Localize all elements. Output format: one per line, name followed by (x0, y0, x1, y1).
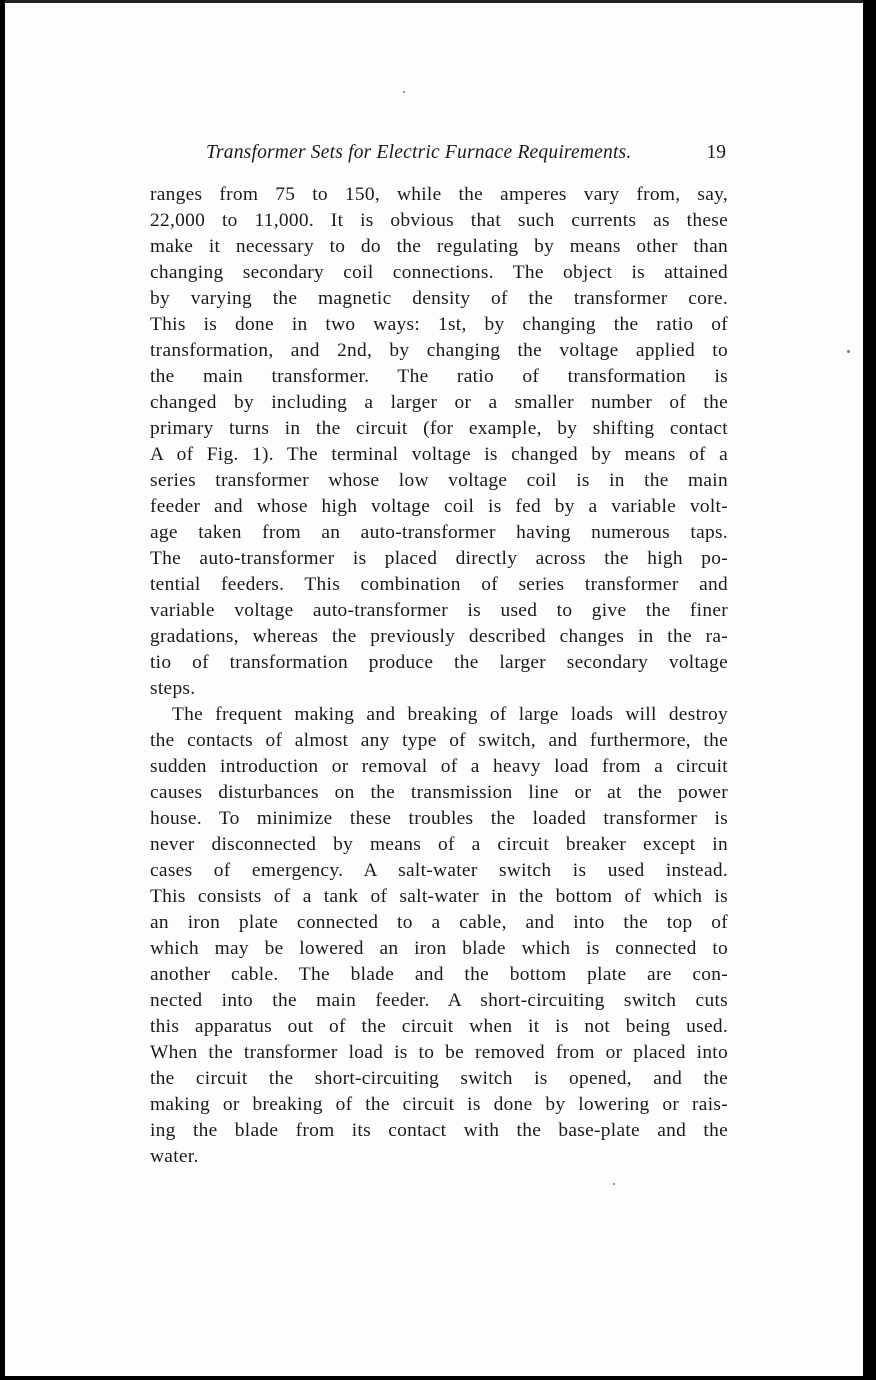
text-line: by varying the magnetic density of the transformer core. (150, 288, 728, 309)
body-text (150, 182, 728, 1170)
text-line: sudden introduction or removal of a heavy load from a circuit (150, 756, 728, 777)
text-line: A of Fig. 1). The terminal voltage is changed by means of a (150, 444, 728, 465)
scan-edge-left (0, 0, 5, 1380)
paragraph (150, 702, 728, 1170)
scan-speck (847, 350, 850, 353)
scan-edge-right (863, 0, 876, 1380)
text-line: which may be lowered an iron blade which is connected to (150, 938, 728, 959)
text-line: 22,000 to 11,000. It is obvious that such currents as these (150, 210, 728, 231)
text-line: ing the blade from its contact with the base-plate and the (150, 1120, 728, 1141)
text-line: changing secondary coil connections. The object is attained (150, 262, 728, 283)
text-line: the main transformer. The ratio of transformation is (150, 366, 728, 387)
text-line: make it necessary to do the regulating by means other than (150, 236, 728, 257)
page-number: 19 (706, 142, 726, 163)
text-line: never disconnected by means of a circuit breaker except in (150, 834, 728, 855)
paragraph (150, 182, 728, 702)
running-head-title: Transformer Sets for Electric Furnace Requirements. (206, 142, 632, 163)
text-line: tio of transformation produce the larger secondary voltage (150, 652, 728, 673)
text-line: another cable. The blade and the bottom plate are con- (150, 964, 728, 985)
text-line: When the transformer load is to be removed from or placed into (150, 1042, 728, 1063)
text-line: house. To minimize these troubles the loaded transformer is (150, 808, 728, 829)
text-line: the contacts of almost any type of switch, and furthermore, the (150, 730, 728, 751)
text-line: This consists of a tank of salt-water in the bottom of which is (150, 886, 728, 907)
text-line: transformation, and 2nd, by changing the voltage applied to (150, 340, 728, 361)
text-line: age taken from an auto-transformer having numerous taps. (150, 522, 728, 543)
text-line: The auto-transformer is placed directly across the high po- (150, 548, 728, 569)
text-line: steps. (150, 678, 196, 699)
text-line: changed by including a larger or a smaller number of the (150, 392, 728, 413)
text-line: water. (150, 1146, 199, 1167)
text-line: variable voltage auto-transformer is used to give the finer (150, 600, 728, 621)
text-line: nected into the main feeder. A short-circuiting switch cuts (150, 990, 728, 1011)
text-line: this apparatus out of the circuit when it is not being used. (150, 1016, 728, 1037)
text-line: series transformer whose low voltage coil is in the main (150, 470, 728, 491)
text-line: This is done in two ways: 1st, by changing the ratio of (150, 314, 728, 335)
text-line: tential feeders. This combination of series transformer and (150, 574, 728, 595)
scan-speck (403, 91, 405, 93)
scan-speck (613, 1183, 615, 1185)
scan-edge-bottom (0, 1376, 876, 1380)
text-line: feeder and whose high voltage coil is fed by a variable volt- (150, 496, 728, 517)
text-line: The frequent making and breaking of large loads will destroy (172, 704, 728, 725)
text-line: gradations, whereas the previously described changes in the ra- (150, 626, 728, 647)
scan-edge-top (0, 0, 876, 3)
text-line: causes disturbances on the transmission line or at the power (150, 782, 728, 803)
text-line: the circuit the short-circuiting switch is opened, and the (150, 1068, 728, 1089)
text-line: an iron plate connected to a cable, and into the top of (150, 912, 728, 933)
text-line: cases of emergency. A salt-water switch is used instead. (150, 860, 728, 881)
text-line: ranges from 75 to 150, while the amperes vary from, say, (150, 184, 728, 205)
text-line: primary turns in the circuit (for example, by shifting contact (150, 418, 728, 439)
running-head (150, 140, 728, 170)
text-line: making or breaking of the circuit is done by lowering or rais- (150, 1094, 728, 1115)
